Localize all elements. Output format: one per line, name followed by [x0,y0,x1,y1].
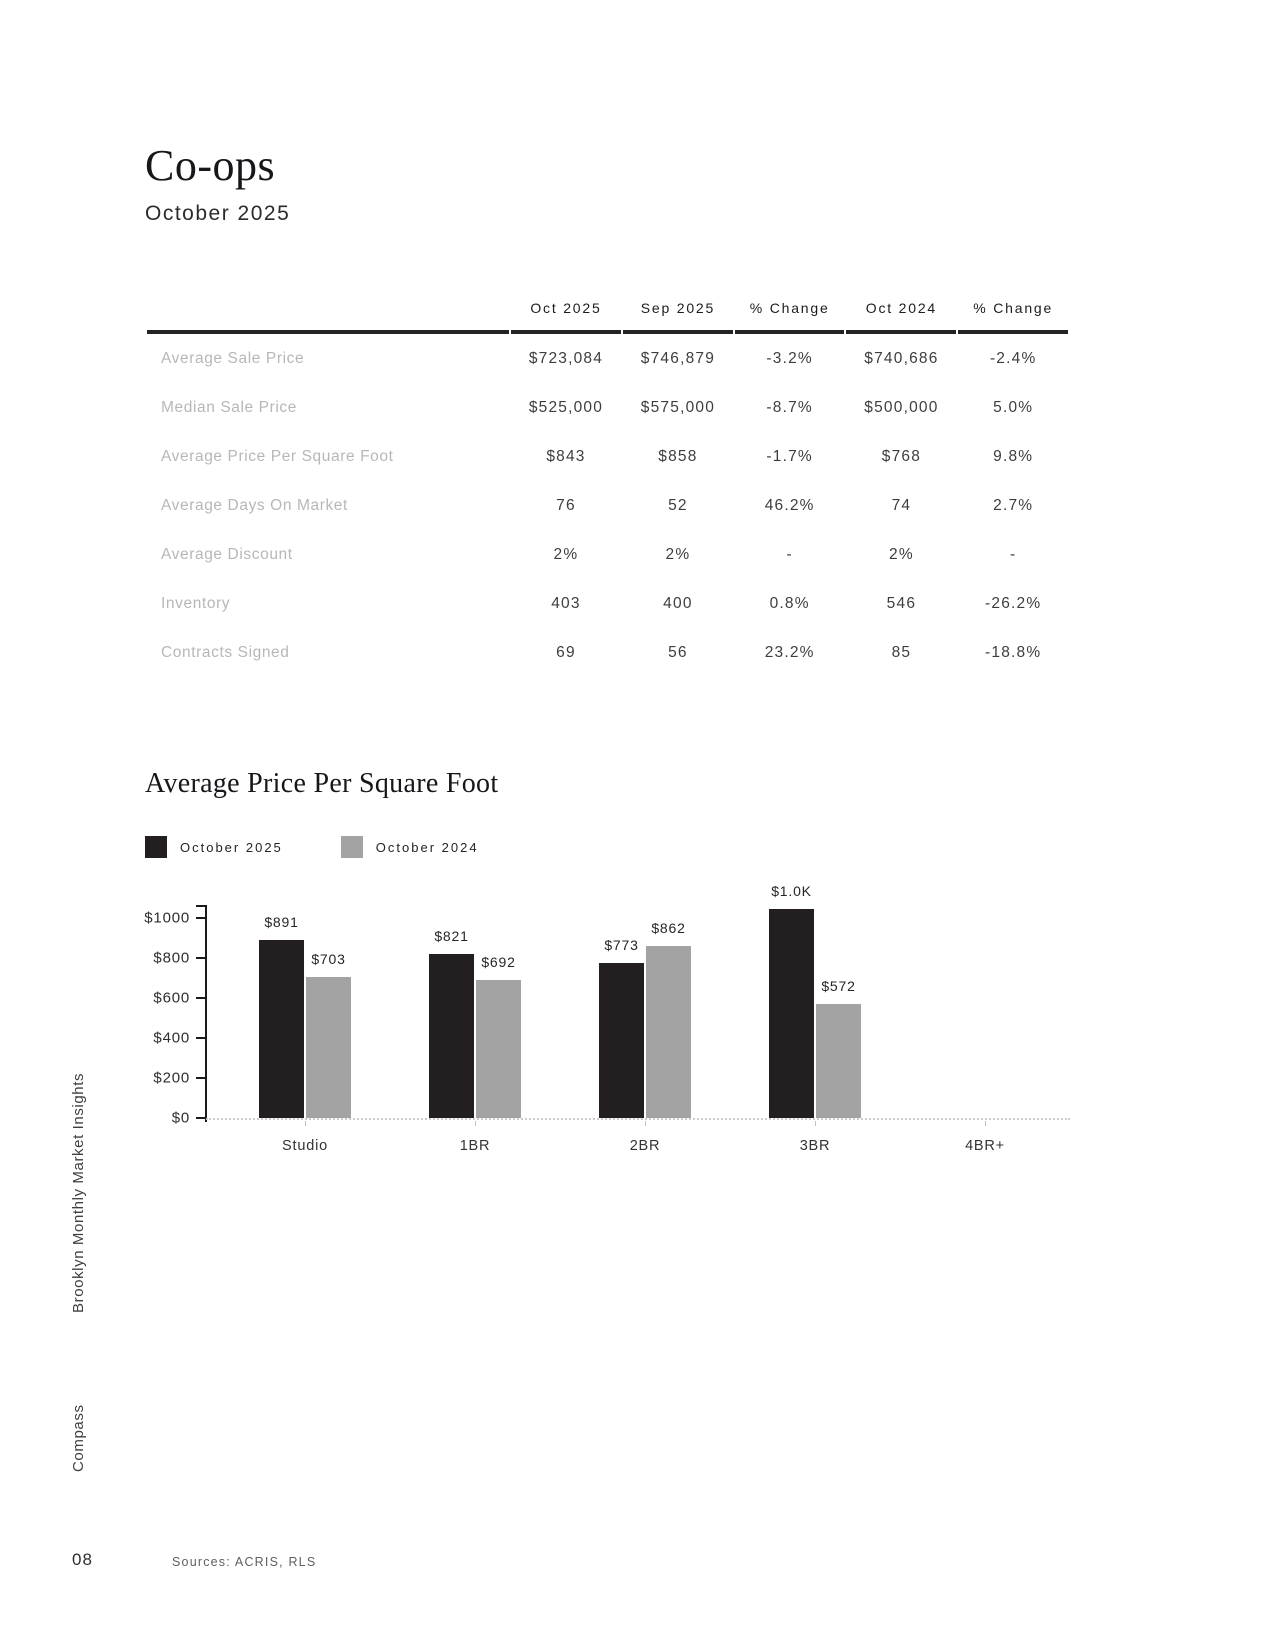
column-header: Sep 2025 [623,300,733,334]
cell-value: -1.7% [766,447,813,465]
page-subtitle: October 2025 [145,202,291,225]
cell-value: 52 [668,496,688,514]
y-axis-cap-tick [196,905,206,907]
row-label: Median Sale Price [161,398,297,416]
cell-value: 0.8% [769,594,810,612]
cell-value: $500,000 [864,398,939,416]
cell-value: 2% [665,545,691,563]
column-header: % Change [958,300,1068,334]
bar-2br-current [599,963,644,1118]
bar-value-label: $703 [311,951,346,968]
x-axis-label: 2BR [629,1138,661,1154]
cell-value: -2.4% [989,349,1037,367]
legend-item [145,836,283,858]
zero-baseline [206,1118,1070,1120]
cell-value: 403 [551,594,581,612]
legend-label: October 2025 [180,839,283,855]
cell-value: 76 [556,496,576,514]
bar-value-label: $862 [651,919,686,936]
cell-value: $525,000 [528,398,604,416]
bar-value-label: $692 [481,953,516,970]
x-axis-tick [985,1121,986,1126]
y-axis-label: $800 [153,949,190,967]
cell-value: 9.8% [993,447,1034,465]
bar-3br-current [769,909,814,1118]
y-axis-tick [196,1037,206,1039]
cell-value: $723,084 [528,349,604,367]
sidebar-brand: Compass [70,1404,87,1472]
cell-value: - [1010,545,1017,563]
bar-value-label: $572 [821,977,856,994]
stats-table [145,300,1070,677]
sidebar-series-title: Brooklyn Monthly Market Insights [70,1072,87,1313]
cell-value: 85 [891,643,912,661]
y-axis-tick [196,917,206,919]
bar-value-label: $891 [264,913,299,930]
legend-label: October 2024 [375,839,479,855]
row-label: Average Days On Market [161,496,348,514]
table-row [147,383,1068,432]
x-axis-tick [475,1121,476,1126]
cell-value: $768 [881,447,922,465]
cell-value: 69 [556,643,576,661]
chart-title: Average Price Per Square Foot [145,768,499,799]
x-axis-label: 3BR [799,1138,831,1154]
cell-value: 23.2% [764,643,815,661]
row-label: Contracts Signed [161,643,290,661]
x-axis-tick [815,1121,816,1126]
legend-item [341,836,479,858]
cell-value: 46.2% [764,496,815,514]
chart-legend [145,836,479,858]
legend-swatch-icon [341,836,363,858]
row-label: Inventory [161,594,231,612]
bar-1br-current [429,954,474,1118]
x-axis-label: Studio [282,1138,328,1154]
column-header: % Change [735,300,845,334]
column-header-empty [147,300,509,334]
bar-1br-prior [476,980,521,1118]
cell-value: $746,879 [640,349,716,367]
cell-value: 2% [889,545,914,563]
cell-value: -3.2% [766,349,813,367]
bar-3br-prior [816,1004,861,1118]
table-row [147,628,1068,677]
table-row [147,579,1068,628]
bar-value-label: $773 [604,937,639,954]
table-row [147,530,1068,579]
y-axis-label: $1000 [144,909,190,927]
bar-studio-prior [306,977,351,1118]
cell-value: $575,000 [640,398,716,416]
bar-2br-prior [646,946,691,1118]
cell-value: $740,686 [864,349,939,367]
table-row [147,432,1068,481]
row-label: Average Discount [161,545,293,563]
page-title: Co-ops [145,141,276,190]
cell-value: 2.7% [993,496,1034,514]
page-number: 08 [72,1550,93,1569]
cell-value: 5.0% [993,398,1034,416]
y-axis-label: $400 [153,1029,190,1047]
row-label: Average Sale Price [161,349,305,367]
cell-value: 74 [891,496,912,514]
y-axis [205,905,207,1122]
y-axis-tick [196,1117,206,1119]
cell-value: 546 [886,594,917,612]
y-axis-label: $600 [153,989,190,1007]
cell-value: 56 [668,643,688,661]
column-header: Oct 2024 [846,300,956,334]
table-row [147,481,1068,530]
column-header: Oct 2025 [511,300,621,334]
bar-studio-current [259,940,304,1118]
x-axis-label: 4BR+ [965,1138,1005,1154]
y-axis-tick [196,1077,206,1079]
stats-table-header [147,300,1068,334]
table-row [147,334,1068,383]
cell-value: -26.2% [985,594,1042,612]
x-axis-tick [305,1121,306,1126]
cell-value: - [786,545,793,563]
cell-value: 400 [663,594,693,612]
cell-value: -8.7% [766,398,813,416]
x-axis-label: 1BR [459,1138,491,1154]
y-axis-tick [196,997,206,999]
legend-swatch-icon [145,836,167,858]
cell-value: -18.8% [985,643,1042,661]
sources-note: Sources: ACRIS, RLS [172,1555,317,1569]
bar-value-label: $1.0K [771,883,812,899]
x-axis-tick [645,1121,646,1126]
bar-value-label: $821 [434,927,469,944]
cell-value: $858 [658,447,698,465]
y-axis-label: $200 [153,1069,190,1087]
y-axis-tick [196,957,206,959]
cell-value: 2% [553,545,579,563]
y-axis-label: $0 [171,1109,190,1127]
cell-value: $843 [546,447,586,465]
row-label: Average Price Per Square Foot [161,447,394,465]
